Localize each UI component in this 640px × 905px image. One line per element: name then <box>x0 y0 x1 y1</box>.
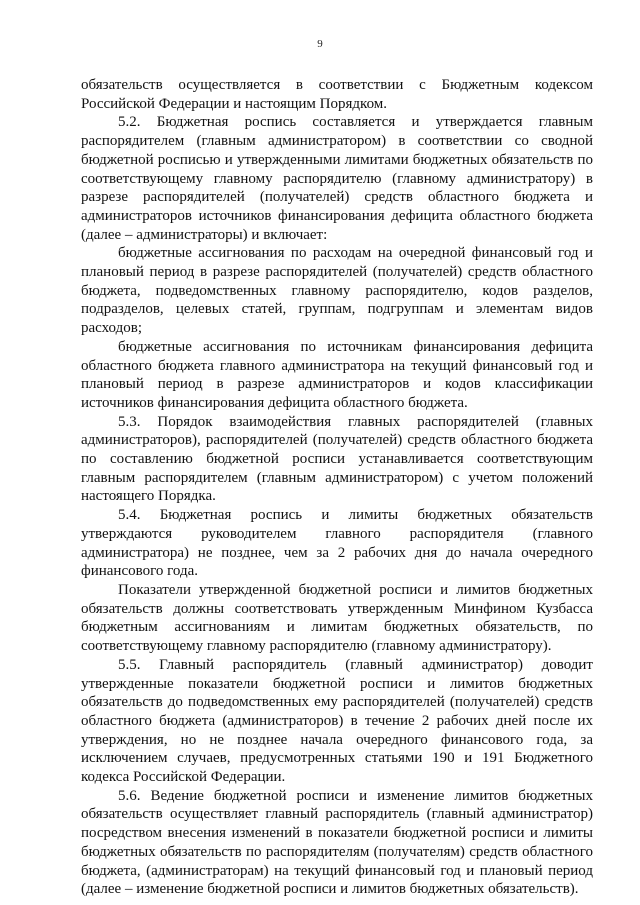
paragraph-indicators: Показатели утвержденной бюджетной росписи и лимитов бюджетных обязательств должны соответствовать утвержденным Минфином Кузбасса бюджетным ассигнованиям и лимитам бюджетных обязательств, по соответствующему главному распорядителю (главному администратору). <box>81 581 593 655</box>
paragraph-5-4: 5.4. Бюджетная роспись и лимиты бюджетных обязательств утверждаются руководителем главного распорядителя (главного администратора) не позднее, чем за 2 рабочих дня до начала очередного финансового года. <box>81 507 593 580</box>
page-number: 9 <box>317 38 323 50</box>
paragraph-budget-allocations-expenses: бюджетные ассигнования по расходам на очередной финансовый год и плановый период в разрезе распорядителей (получателей) средств областного бюджета, подведомственных главному распорядителю, кодов разделов, подразделов, целевых статей, группам, подгруппам и элементам видов расходов; <box>81 245 593 337</box>
paragraph-5-2: 5.2. Бюджетная роспись составляется и утверждается главным распорядителем (главным администратором) в соответствии со сводной бюджетной росписью и утвержденными лимитами бюджетных обязательств по соответствующему главному распорядителю (главному администратору) в разрезе распорядителей (получателей) средств областного бюджета и администраторов источников финансирования дефицита областного бюджета (далее – администраторы) и включает: <box>81 114 593 243</box>
paragraph-5-3: 5.3. Порядок взаимодействия главных распорядителей (главных администраторов), распорядителей (получателей) средств областного бюджета по составлению бюджетной росписи устанавливается соответствующим главным распорядителем (главным администратором) с учетом положений настоящего Порядка. <box>81 413 593 505</box>
paragraph-5-5: 5.5. Главный распорядитель (главный администратор) доводит утвержденные показатели бюджетной росписи и лимитов бюджетных обязательств до подведомственных ему распорядителей (получателей) средств областного бюджета (администраторов) в течение 2 рабочих дней после их утверждения, но не позднее начала очередного финансового года, за исключением случаев, предусмотренных статьями 190 и 191 Бюджетного кодекса Российской Федерации. <box>81 656 593 786</box>
paragraph-budget-allocations-sources: бюджетные ассигнования по источникам финансирования дефицита областного бюджета главного администратора на текущий финансовый год и плановый период в разрезе администраторов и кодов классификации источников финансирования дефицита областного бюджета. <box>81 338 593 411</box>
paragraph-5-6: 5.6. Ведение бюджетной росписи и изменение лимитов бюджетных обязательств осуществляет главный распорядитель (главный администратор) посредством внесения изменений в показатели бюджетной росписи и лимиты бюджетных обязательств по распорядителям (получателям) средств областного бюджета, (администраторам) на текущий финансовый год и плановый период (далее – изменение бюджетной росписи и лимитов бюджетных обязательств). <box>81 787 593 898</box>
paragraph-continuation: обязательств осуществляется в соответствии с Бюджетным кодексом Российской Федерации и настоящим Порядком. <box>81 77 593 112</box>
document-body <box>81 76 593 899</box>
